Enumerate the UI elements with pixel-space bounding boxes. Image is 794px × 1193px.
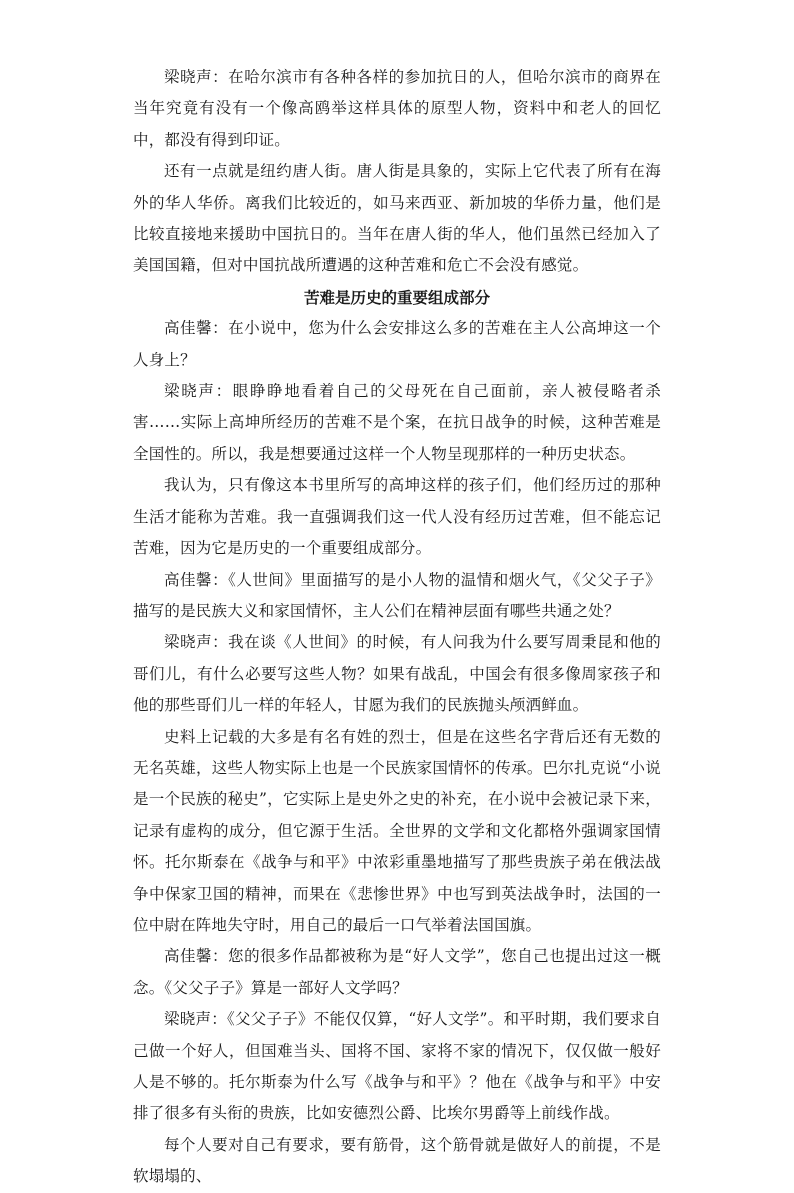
paragraph: 还有一点就是纽约唐人街。唐人街是具象的，实际上它代表了所有在海外的华人华侨。离我们比较近的，如马来西亚、新加坡的华侨力量，他们是比较直接地来援助中国抗日的。当年在唐人街的华人，他们虽然已经加入了美国国籍，但对中国抗战所遭遇的这种苦难和危亡不会没有感觉。	[133, 162, 661, 275]
paragraph: 我认为，只有像这本书里所写的高坤这样的孩子们，他们经历过的那种生活才能称为苦难。我一直强调我们这一代人没有经历过苦难，但不能忘记苦难，因为它是历史的一个重要组成部分。	[133, 476, 661, 558]
paragraph: 梁晓声：我在谈《人世间》的时候，有人问我为什么要写周秉昆和他的哥们儿，有什么必要写这些人物？如果有战乱，中国会有很多像周家孩子和他的那些哥们儿一样的年轻人，甘愿为我们的民族抛头颅洒鲜血。	[133, 633, 661, 715]
paragraph: 梁晓声：眼睁睁地看着自己的父母死在自己面前，亲人被侵略者杀害……实际上高坤所经历的苦难不是个案，在抗日战争的时候，这种苦难是全国性的。所以，我是想要通过这样一个人物呈现那样的一种历史状态。	[133, 382, 661, 463]
paragraph: 高佳馨：在小说中，您为什么会安排这么多的苦难在主人公高坤这一个人身上？	[133, 319, 661, 369]
article-body	[133, 62, 661, 1193]
paragraph: 梁晓声：《父父子子》不能仅仅算，“好人文学”。和平时期，我们要求自己做一个好人，但国难当头、国将不国、家将不家的情况下，仅仅做一般好人是不够的。托尔斯泰为什么写《战争与和平》？他在《战争与和平》中安排了很多有头衔的贵族，比如安德烈公爵、比埃尔男爵等上前线作战。	[133, 1010, 661, 1123]
paragraph: 史料上记载的大多是有名有姓的烈士，但是在这些名字背后还有无数的无名英雄，这些人物实际上也是一个民族家国情怀的传承。巴尔扎克说“小说是一个民族的秘史”，它实际上是史外之史的补充，在小说中会被记录下来，记录有虚构的成分，但它源于生活。全世界的文学和文化都格外强调家国情怀。托尔斯泰在《战争与和平》中浓彩重墨地描写了那些贵族子弟在俄法战争中保家卫国的精神，而果在《悲惨世界》中也写到英法战争时，法国的一位中尉在阵地失守时，用自己的最后一口气举着法国国旗。	[133, 727, 661, 934]
section-heading: 苦难是历史的重要组成部分	[303, 287, 490, 307]
paragraph: 高佳馨：《人世间》里面描写的是小人物的温情和烟火气，《父父子子》描写的是民族大义和家国情怀，主人公们在精神层面有哪些共通之处？	[133, 570, 661, 620]
paragraph: 梁晓声：在哈尔滨市有各种各样的参加抗日的人，但哈尔滨市的商界在当年究竟有没有一个像高鸥举这样具体的原型人物，资料中和老人的回忆中，都没有得到印证。	[133, 68, 661, 149]
paragraph: 每个人要对自己有要求，要有筋骨，这个筋骨就是做好人的前提，不是软塌塌的、	[133, 1135, 661, 1186]
paragraph: 高佳馨：您的很多作品都被称为是“好人文学”，您自己也提出过这一概念。《父父子子》算是一部好人文学吗？	[133, 947, 661, 997]
